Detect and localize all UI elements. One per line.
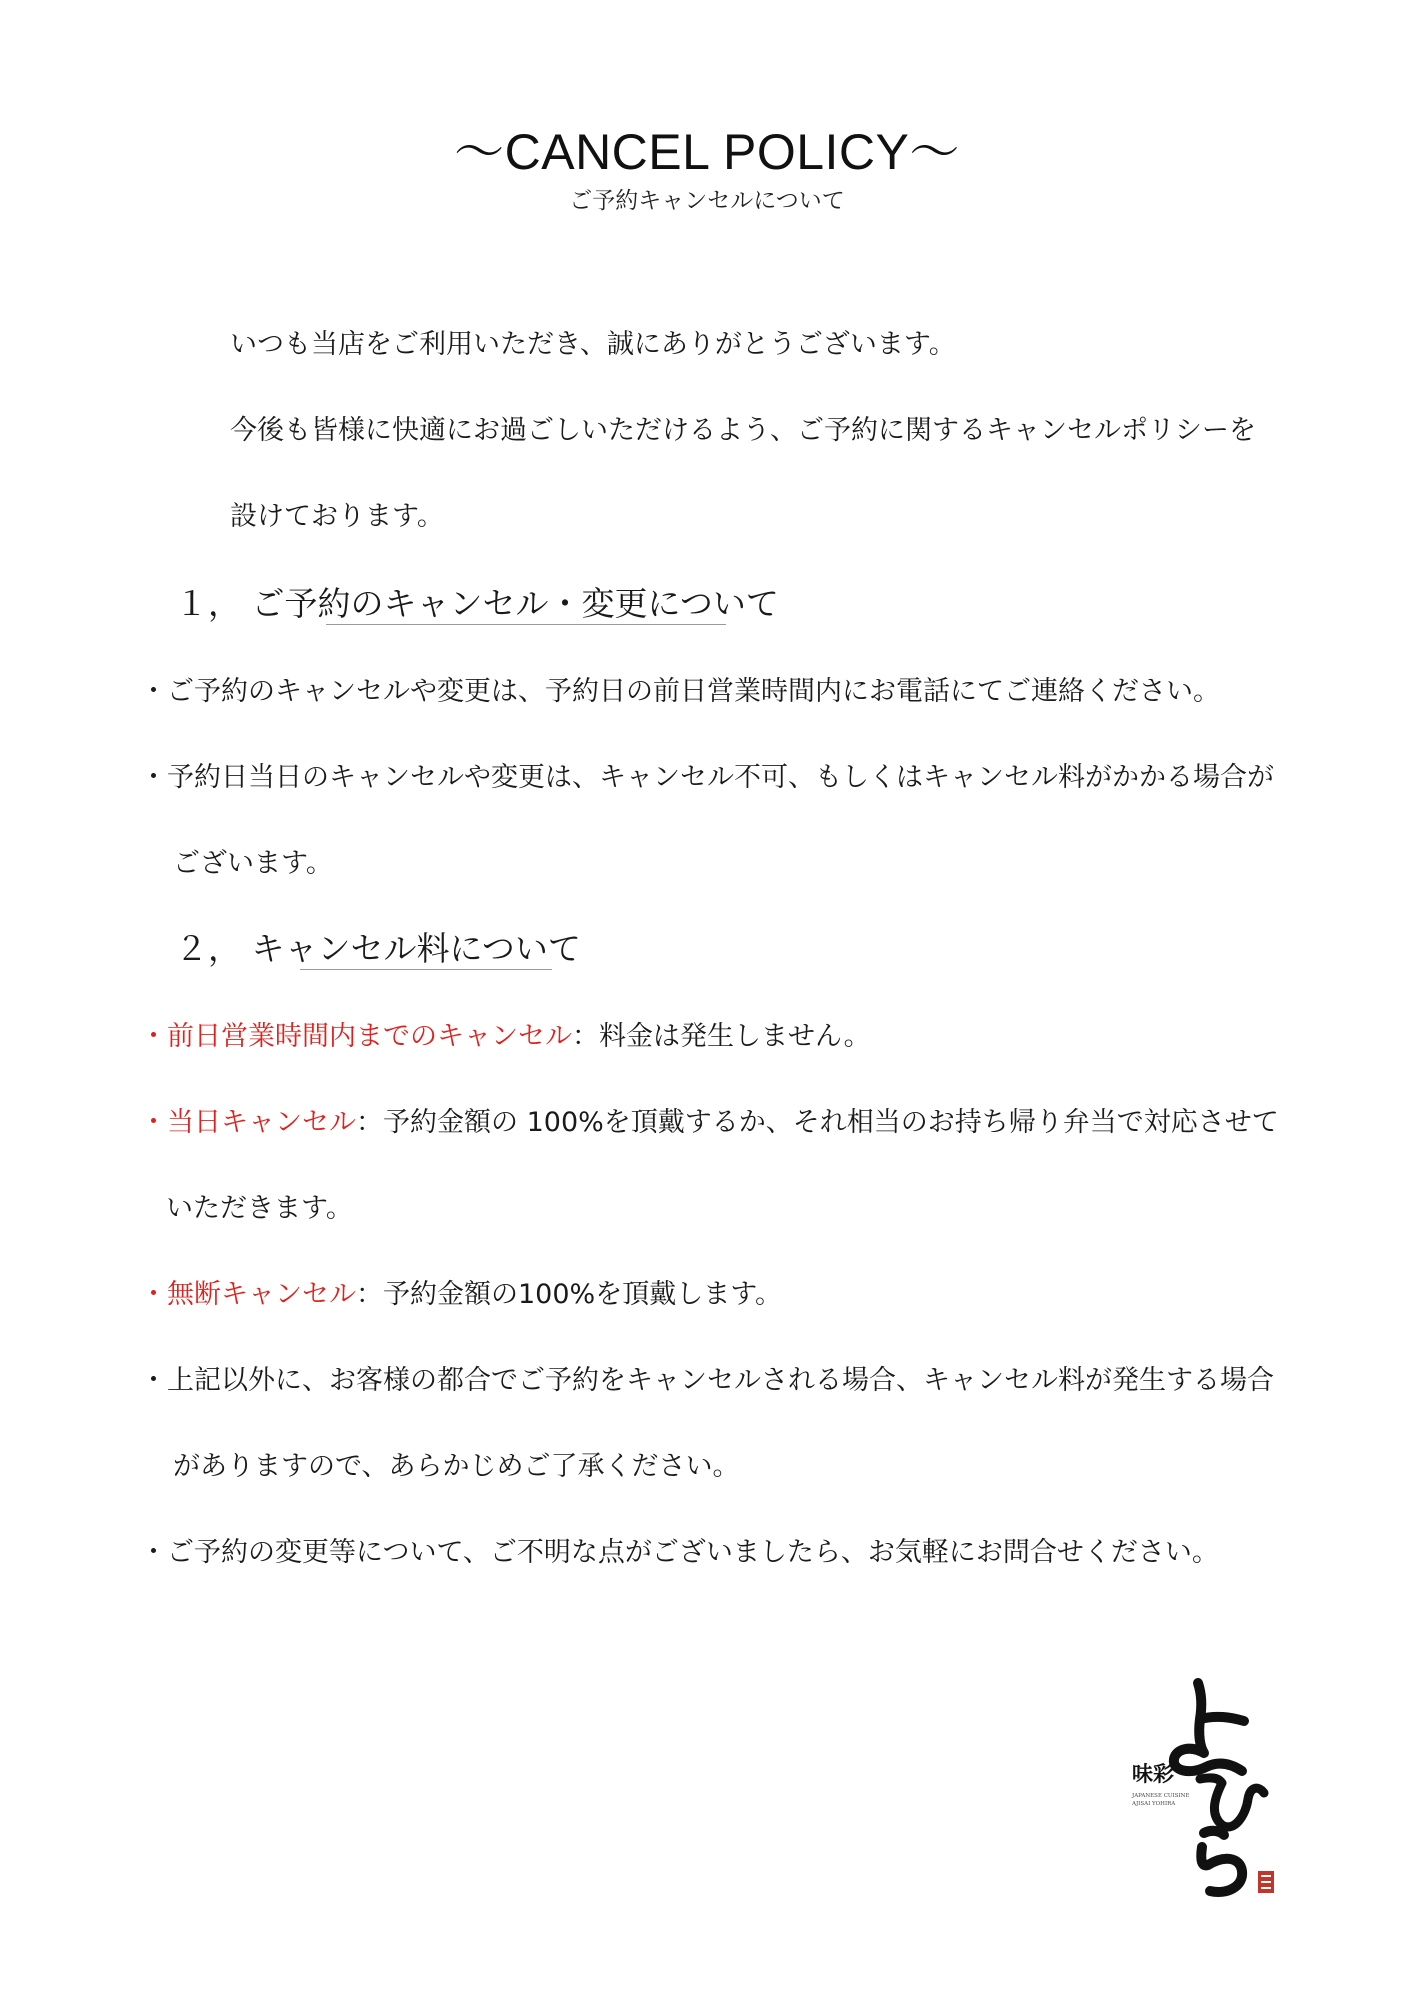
logo-prefix: 味彩	[1132, 1761, 1174, 1786]
section-1-underline	[326, 624, 726, 625]
page-subtitle: ご予約キャンセルについて	[569, 188, 845, 214]
restaurant-logo	[1130, 1675, 1290, 1905]
fee-item-3	[140, 1272, 782, 1311]
section-1-heading: １， ご予約のキャンセル・変更について	[175, 584, 779, 623]
fee-item-2	[140, 1100, 1279, 1139]
fee-item-4-line-2: がありますので、あらかじめご了承ください。	[173, 1451, 740, 1482]
logo-sub-line-2: AJISAI YOHIRA	[1132, 1801, 1176, 1807]
section-1-item-2-line-1: ・予約日当日のキャンセルや変更は、キャンセル不可、もしくはキャンセル料がかかる場合が	[140, 762, 1274, 793]
intro-line-3: 設けております。	[230, 501, 444, 532]
fee-item-2-label: ・当日キャンセル	[140, 1107, 356, 1138]
section-1-item-1: ・ご予約のキャンセルや変更は、予約日の前日営業時間内にお電話にてご連絡ください。	[140, 676, 1220, 707]
fee-item-1-label: ・前日営業時間内までのキャンセル	[140, 1021, 572, 1052]
fee-item-5: ・ご予約の変更等について、ご不明な点がございましたら、お気軽にお問合せください。	[140, 1537, 1219, 1568]
fee-item-2-line-2: いただきます。	[166, 1193, 353, 1224]
section-2-underline	[300, 969, 552, 970]
fee-item-3-label: ・無断キャンセル	[140, 1279, 356, 1310]
fee-item-1	[140, 1014, 871, 1053]
intro-line-1: いつも当店をご利用いただき、誠にありがとうございます。	[230, 329, 956, 360]
section-2-heading: ２， キャンセル料について	[175, 929, 581, 968]
page-title: ～CANCEL POLICY～	[454, 124, 960, 180]
fee-item-3-text: ：予約金額の100%を頂戴します。	[356, 1279, 783, 1310]
fee-item-4-line-1: ・上記以外に、お客様の都合でご予約をキャンセルされる場合、キャンセル料が発生する場合	[140, 1365, 1274, 1396]
intro-line-2: 今後も皆様に快適にお過ごしいただけるよう、ご予約に関するキャンセルポリシーを	[230, 415, 1256, 446]
fee-item-2-text: ：予約金額の 100%を頂戴するか、それ相当のお持ち帰り弁当で対応させて	[356, 1107, 1279, 1138]
logo-sub-line-1: JAPANESE CUISINE	[1132, 1793, 1190, 1799]
section-1-item-2-line-2: ございます。	[173, 848, 333, 879]
fee-item-1-text: ：料金は発生しません。	[572, 1021, 871, 1052]
